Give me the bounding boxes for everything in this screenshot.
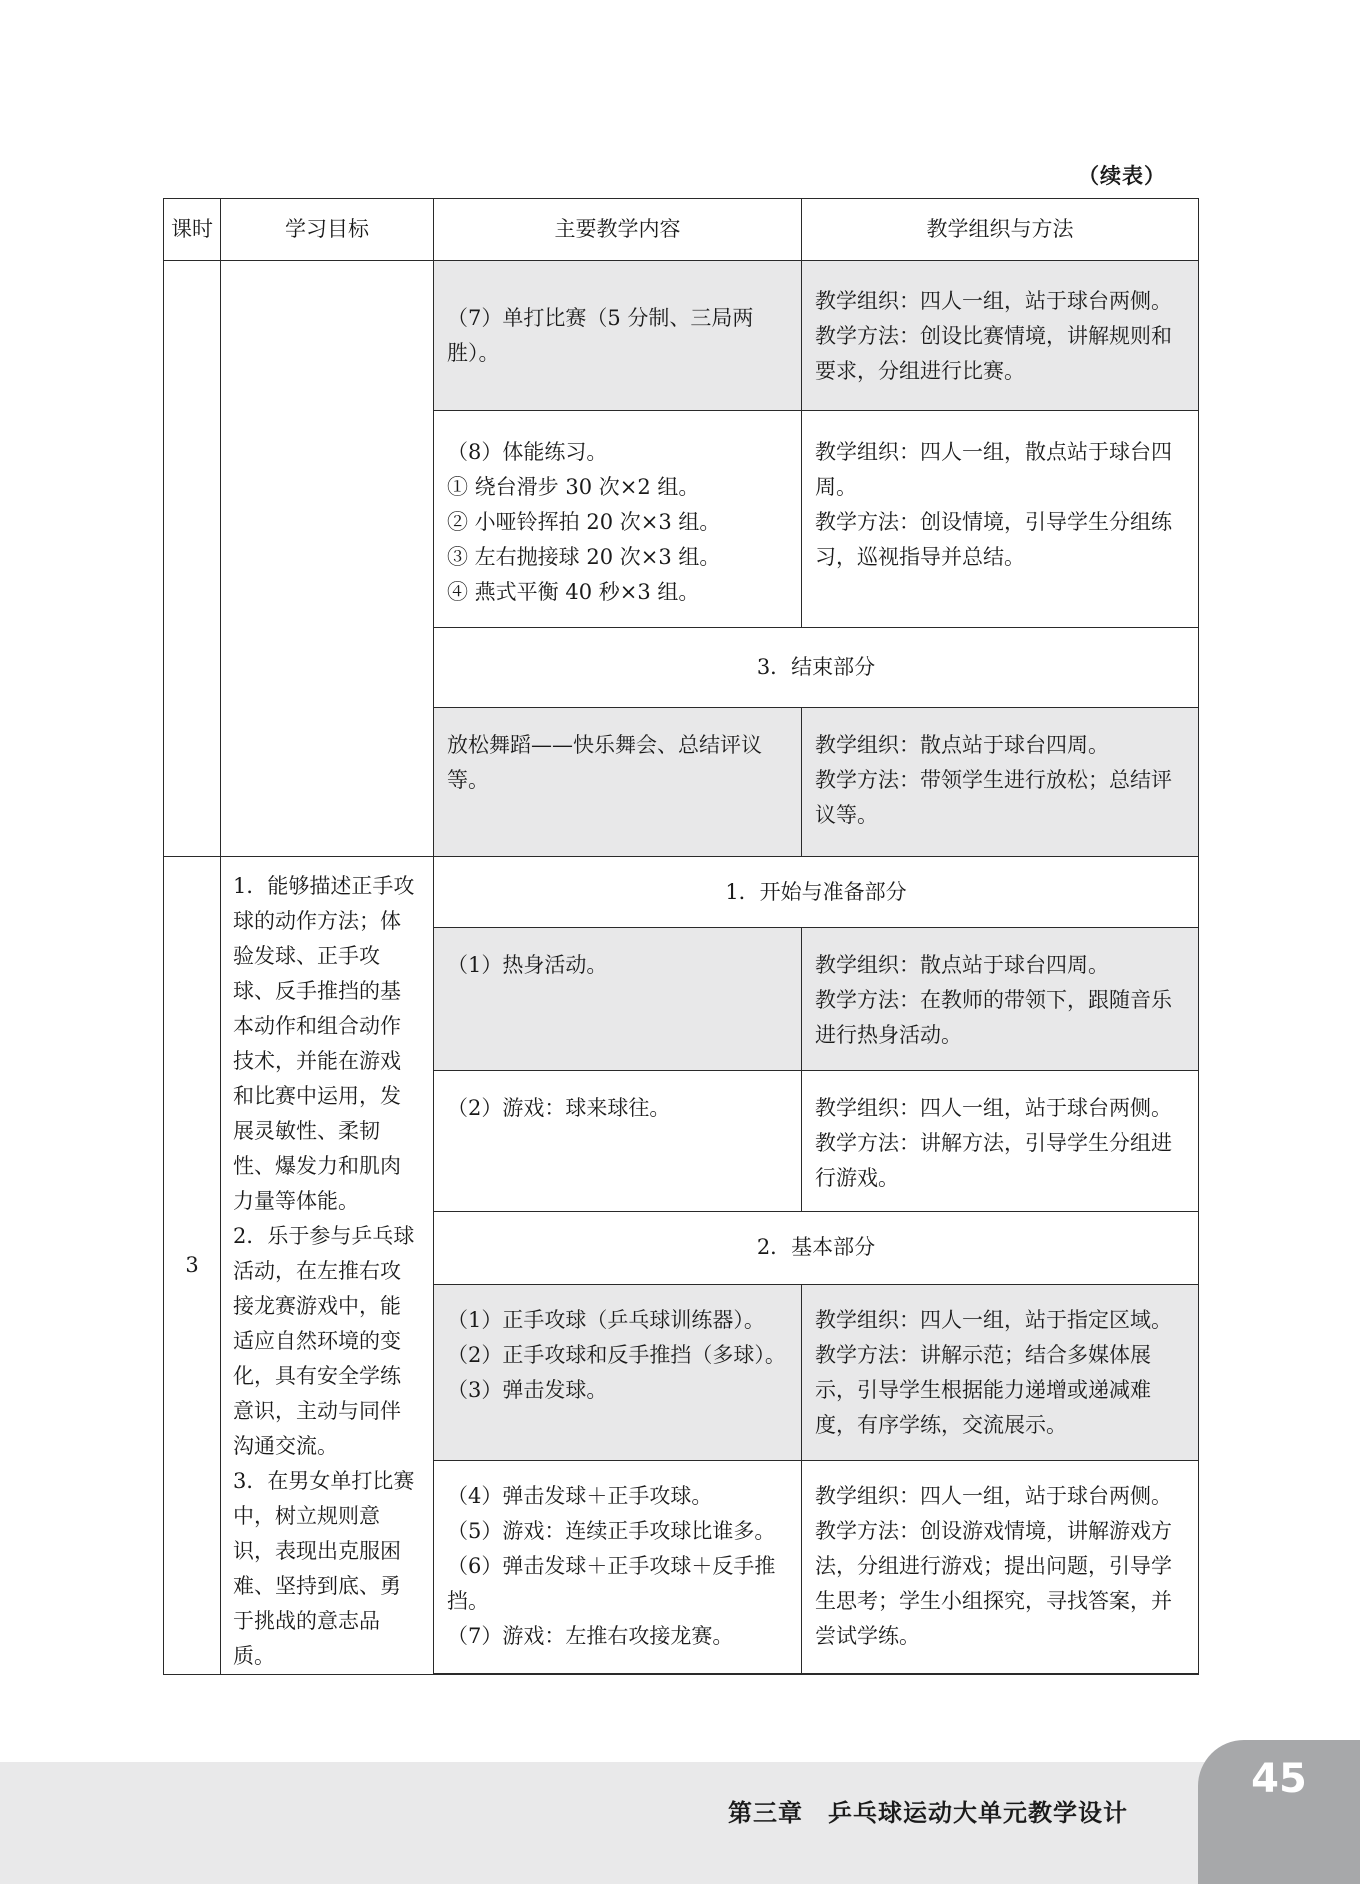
content-line: （2）游戏：球来球往。	[447, 1096, 671, 1121]
content-line: ① 绕台滑步 30 次×2 组。	[447, 475, 700, 499]
method-line: 教学组织：四人一组，站于球台两侧。	[815, 1483, 1172, 1508]
objectives-cell	[221, 857, 434, 1675]
method-cell	[802, 708, 1199, 857]
lesson-plan-table	[163, 198, 1199, 1675]
method-line: 教学方法：带领学生进行放松；总结评议等。	[815, 768, 1172, 827]
objective-item: 2．乐于参与乒乓球活动，在左推右攻接龙赛游戏中，能适应自然环境的变化，具有安全学练意识，主动与同伴沟通交流。	[233, 1224, 415, 1458]
content-line: （4）弹击发球＋正手攻球。	[447, 1483, 713, 1508]
content-line: ④ 燕式平衡 40 秒×3 组。	[447, 580, 700, 604]
content-line: （2）正手攻球和反手推挡（多球）。	[447, 1342, 786, 1367]
content-line: ③ 左右抛接球 20 次×3 组。	[447, 545, 721, 569]
method-line: 教学组织：四人一组，站于球台两侧。	[815, 289, 1172, 313]
header-objectives: 学习目标	[221, 199, 434, 261]
method-line: 教学方法：在教师的带领下，跟随音乐进行热身活动。	[815, 988, 1172, 1048]
method-cell	[802, 1460, 1199, 1673]
content-cell	[434, 928, 802, 1071]
section-basic-label: 2．基本部分	[434, 1212, 1199, 1284]
objectives-cell-empty	[221, 261, 434, 857]
section-start-label: 1．开始与准备部分	[434, 857, 1199, 928]
lesson-cell-empty	[164, 261, 221, 857]
content-line: （1）正手攻球（乒乓球训练器）。	[447, 1307, 765, 1332]
method-line: 教学组织：四人一组，散点站于球台四周。	[815, 440, 1172, 499]
method-line: 教学方法：创设游戏情境，讲解游戏方法，分组进行游戏；提出问题，引导学生思考；学生小组探究，寻找答案，并尝试学练。	[815, 1518, 1172, 1648]
method-line: 教学组织：散点站于球台四周。	[815, 733, 1109, 757]
table-row	[164, 261, 1199, 411]
content-line: （7）游戏：左推右攻接龙赛。	[447, 1623, 734, 1648]
method-line: 教学组织：四人一组，站于指定区域。	[815, 1307, 1172, 1332]
method-cell	[802, 928, 1199, 1071]
content-line: 放松舞蹈——快乐舞会、总结评议等。	[447, 733, 762, 792]
content-cell	[434, 1460, 802, 1673]
objective-item: 1．能够描述正手攻球的动作方法；体验发球、正手攻球、反手推挡的基本动作和组合动作技术，并能在游戏和比赛中运用，发展灵敏性、柔韧性、爆发力和肌肉力量等体能。	[233, 874, 415, 1213]
content-line: （3）弹击发球。	[447, 1377, 608, 1402]
objective-item: 3．在男女单打比赛中，树立规则意识，表现出克服困难、坚持到底、勇于挑战的意志品质。	[233, 1469, 415, 1668]
content-line: ② 小哑铃挥拍 20 次×3 组。	[447, 510, 721, 534]
method-cell	[802, 411, 1199, 628]
content-line: （5）游戏：连续正手攻球比谁多。	[447, 1518, 776, 1543]
method-cell	[802, 1071, 1199, 1212]
section-row	[164, 857, 1199, 928]
method-line: 教学方法：讲解示范；结合多媒体展示，引导学生根据能力递增或递减难度，有序学练，交流展示。	[815, 1342, 1151, 1437]
content-cell	[434, 1071, 802, 1212]
spacer-cell	[434, 1673, 1199, 1674]
chapter-title: 第三章 乒乓球运动大单元教学设计	[728, 1799, 1128, 1827]
method-line: 教学方法：讲解方法，引导学生分组进行游戏。	[815, 1131, 1172, 1191]
method-cell	[802, 261, 1199, 411]
method-line: 教学方法：创设情境，引导学生分组练习，巡视指导并总结。	[815, 510, 1172, 569]
table-header-row	[164, 199, 1199, 261]
content-cell	[434, 708, 802, 857]
content-cell	[434, 1284, 802, 1460]
method-line: 教学方法：创设比赛情境，讲解规则和要求，分组进行比赛。	[815, 324, 1172, 383]
content-line: （8）体能练习。	[447, 440, 608, 464]
header-content: 主要教学内容	[434, 199, 802, 261]
content-cell	[434, 261, 802, 411]
lesson-number: 3	[164, 857, 221, 1675]
continued-label: （续表）	[1078, 164, 1166, 188]
header-method: 教学组织与方法	[802, 199, 1199, 261]
header-lesson: 课时	[164, 199, 221, 261]
content-cell	[434, 411, 802, 628]
method-line: 教学组织：四人一组，站于球台两侧。	[815, 1096, 1172, 1121]
section-end-label: 3．结束部分	[434, 628, 1199, 708]
method-cell	[802, 1284, 1199, 1460]
content-line: （6）弹击发球＋正手攻球＋反手推挡。	[447, 1553, 776, 1613]
content-line: （1）热身活动。	[447, 953, 608, 978]
content-line: （7）单打比赛（5 分制、三局两胜）。	[447, 305, 754, 365]
method-line: 教学组织：散点站于球台四周。	[815, 953, 1109, 978]
page-number: 45	[1251, 1756, 1307, 1802]
footer-band	[0, 1762, 1360, 1884]
